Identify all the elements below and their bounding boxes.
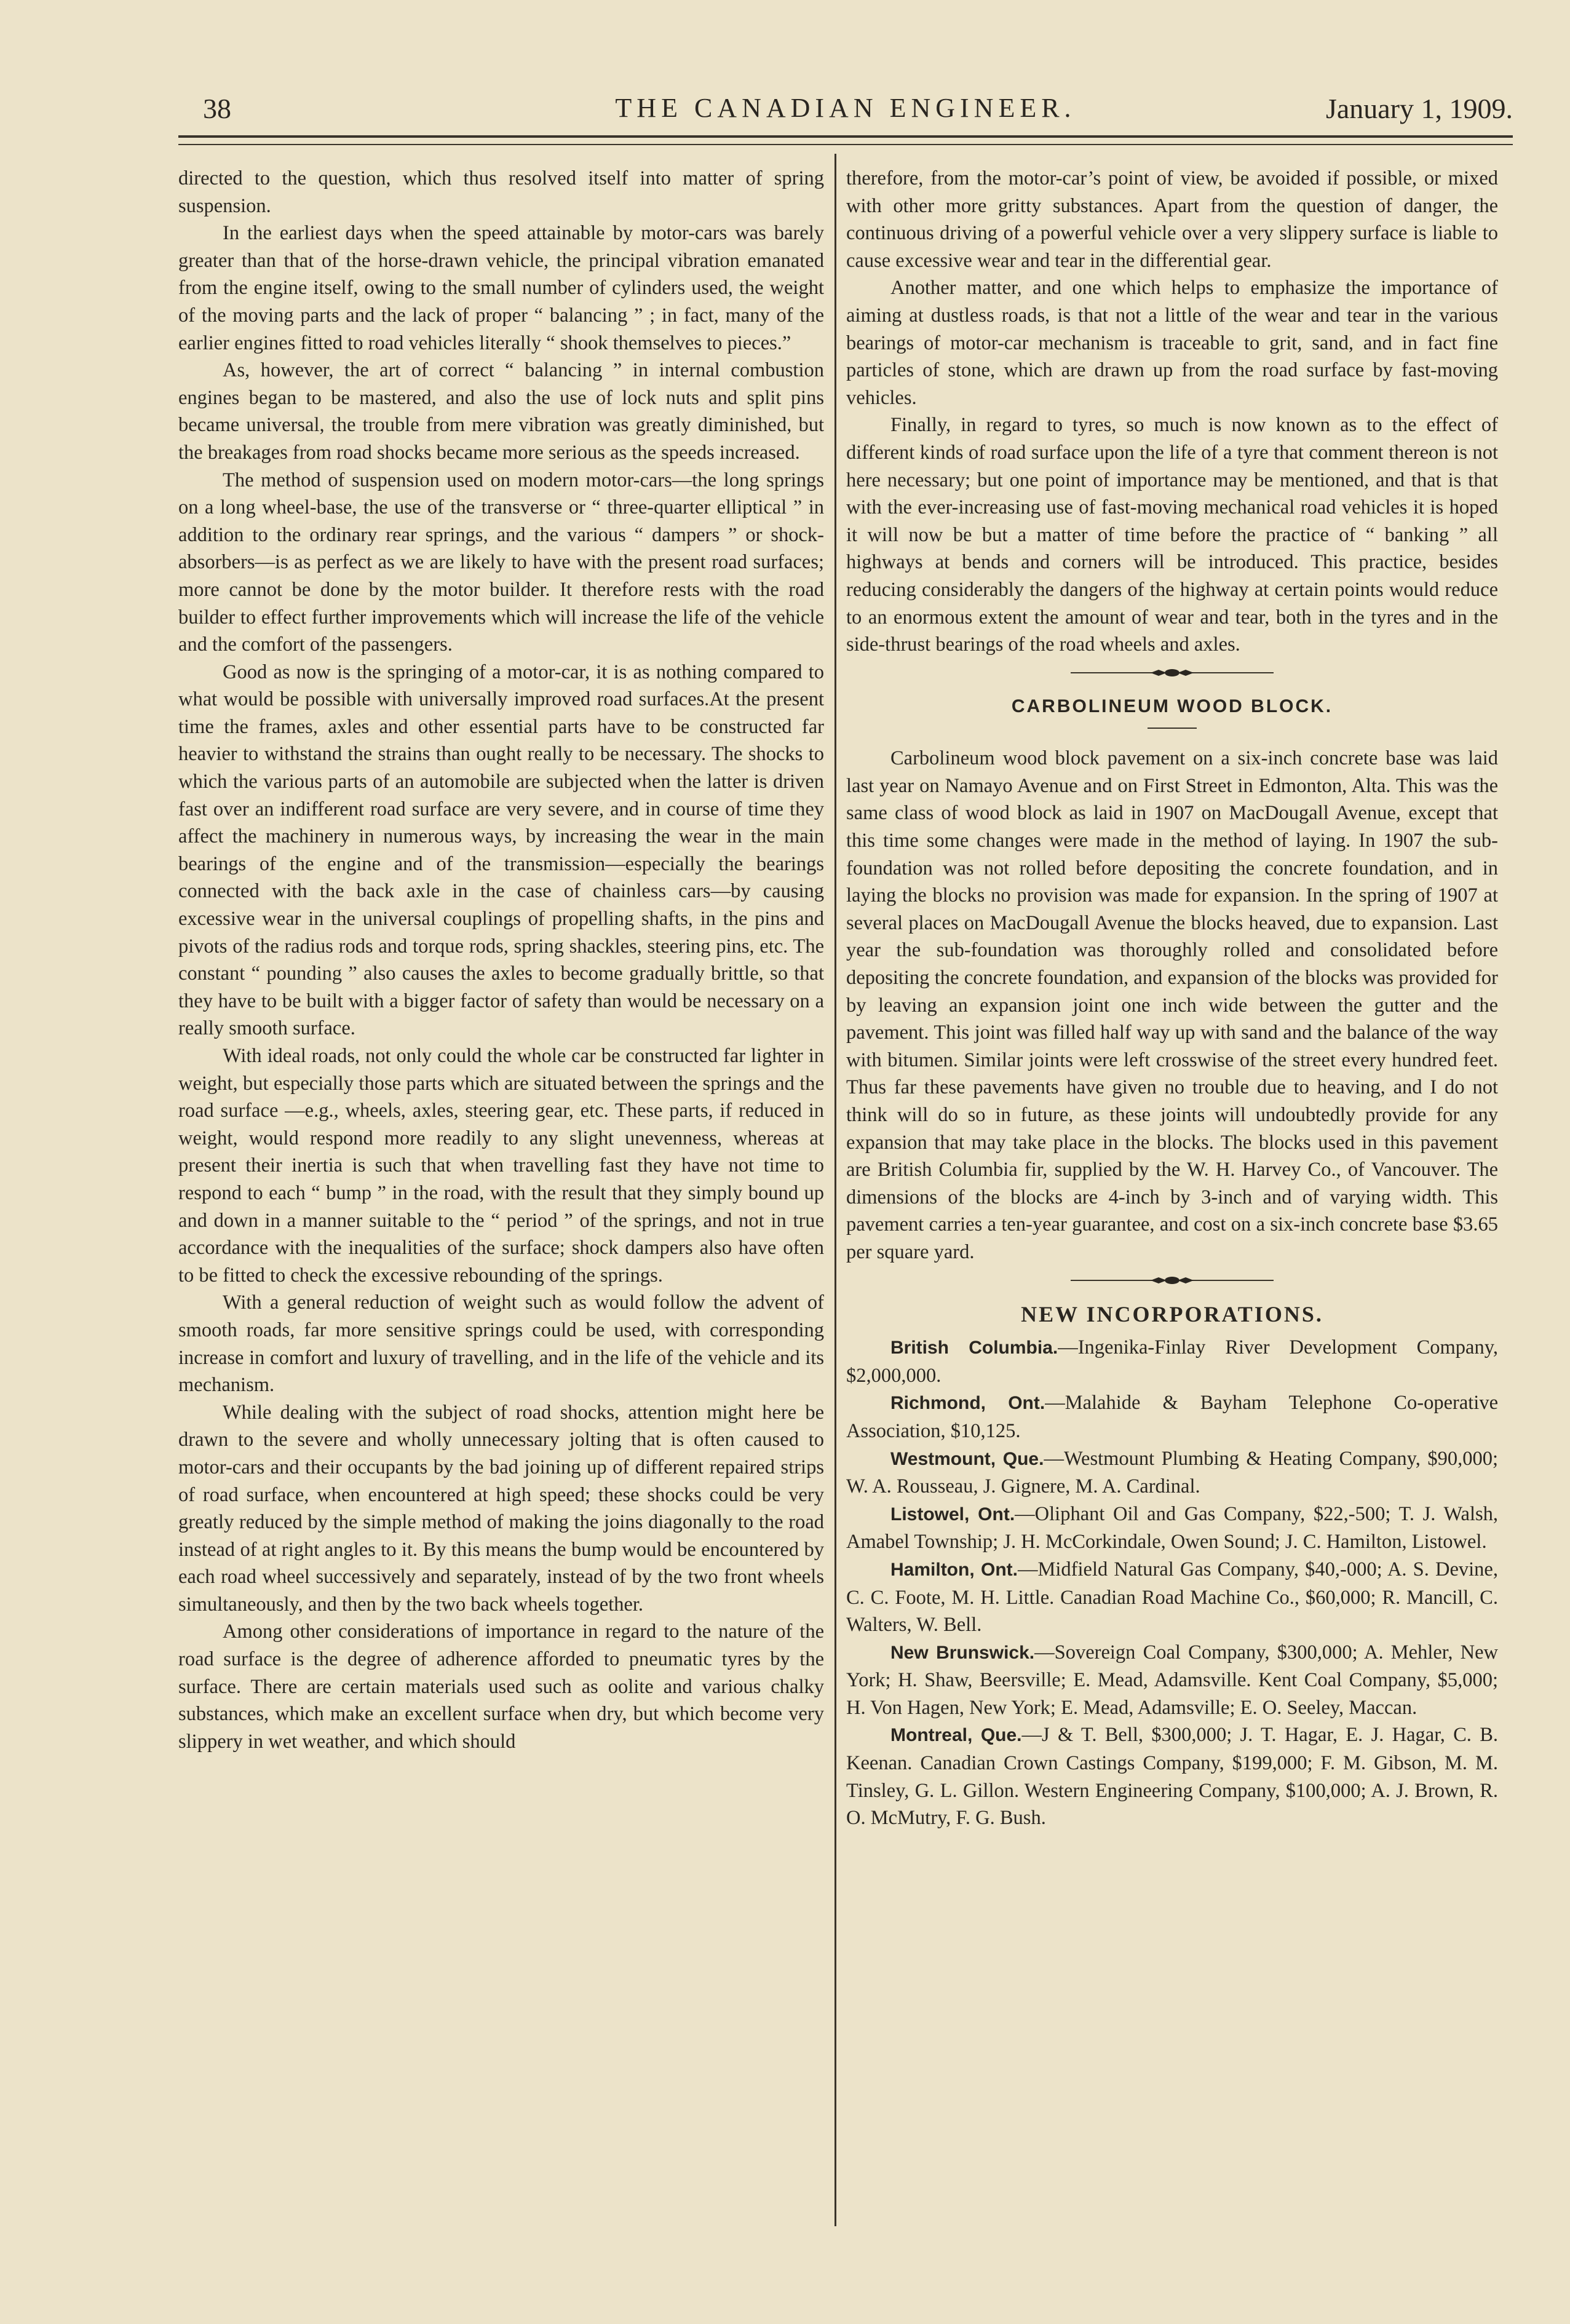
- paragraph: With a general reduction of weight such as would follow the advent of smooth roads, far more sensitive springs could be used, with corresponding increase in comfort and luxury of travelling, and in the life of the vehicle and its mechanism.: [178, 1291, 824, 1397]
- paragraph: With ideal roads, not only could the whole car be constructed far lighter in weight, but especially those parts which are situated between the springs and the road surface —e.g., wheels, axles, steering gear, etc. These parts, if reduced in weight, would respond more readily to any slight unevenness, whereas at present their inertia is such that when travelling fast they have not time to respond to each “ bump ” in the road, with the result that they simply bound up and down in a manner suitable to the “ period ” of the springs, and not in true accordance with the inequalities of the surface; shock dampers also have often to be fitted to check the excessive rebounding of the springs.: [178, 1045, 824, 1287]
- incorporation-place: New Brunswick.: [890, 1642, 1035, 1663]
- paragraph: therefore, from the motor-car’s point of view, be avoided if possible, or mixed with other more gritty substances. Apart from the question of danger, the continuous driving of a powerful vehicle over a very slippery surface is liable to cause excessive wear and tear in the differential gear.: [846, 167, 1498, 272]
- paragraph: Good as now is the springing of a motor-car, it is as nothing compared to what would be possible with universally improved road surfaces.At the present time the frames, axles and other essential parts have to be constructed far heavier to withstand the strains than ought really to be necessary. The shocks to which the various parts of an automobile are subjected when the latter is driven fast over an indifferent road surface are very severe, and in course of time they affect the machinery in numerous ways, by increasing the wear in the main bearings of the engine and of the transmission—especially the bearings connected with the back axle in the case of chainless cars—by causing excessive wear in the universal couplings of propelling shafts, in the pins and pivots of the radius rods and torque rods, spring shackles, steering pins, etc. The constant “ pounding ” also causes the axles to become gradually brittle, so that they have to be built with a bigger factor of safety than would be necessary on a really smooth surface.: [178, 660, 824, 1040]
- issue-date: January 1, 1909.: [1325, 93, 1513, 124]
- incorporation-entry: [846, 1389, 1498, 1445]
- incorporation-entry: [846, 1445, 1498, 1501]
- incorporation-place: Richmond, Ont.: [890, 1393, 1045, 1414]
- incorporation-details: —Malahide & Bayham Telephone Co-operative Association, $10,125.: [846, 1392, 1498, 1442]
- incorporation-place: Westmount, Que.: [890, 1448, 1044, 1469]
- page-number: 38: [203, 93, 231, 124]
- incorporation-entry: [846, 1556, 1498, 1639]
- header-rule-thin: [178, 144, 1513, 145]
- section-ornament-icon: [1071, 668, 1274, 677]
- right-column: [846, 165, 1498, 1832]
- section-ornament-icon: [1071, 1276, 1274, 1285]
- incorporation-place: British Columbia.: [890, 1338, 1058, 1358]
- incorporation-entry: [846, 1501, 1498, 1556]
- paragraph: Finally, in regard to tyres, so much is now known as to the effect of different kinds of road surface upon the life of a tyre that comment thereon is not here necessary; but one point of importance may be mentioned, and that is that with the ever-increasing use of fast-moving mechanical road vehicles it is hoped it will now be but a matter of time before the practice of “ banking ” all highways at bends and corners will be introduced. This practice, besides reducing considerably the dangers of the highway at certain points would reduce to an enormous extent the amount of wear and tear, both in the tyres and in the side-thrust bearings of the road wheels and axles.: [846, 414, 1498, 656]
- incorporations-heading: NEW INCORPORATIONS.: [1021, 1301, 1323, 1327]
- incorporation-entry: [846, 1334, 1498, 1389]
- incorporation-details: —Ingenika-Finlay River Development Company, $2,000,000.: [846, 1336, 1498, 1387]
- paragraph: In the earliest days when the speed attainable by motor-cars was barely greater than that of the horse-drawn vehicle, the principal vibration emanated from the engine itself, owing to the small number of cylinders used, the weight of the moving parts and the lack of proper “ balancing ” ; in fact, many of the earlier engines fitted to road vehicles literally “ shook themselves to pieces.”: [178, 222, 824, 354]
- paragraph: The method of suspension used on modern motor-cars—the long springs on a long wheel-base, the use of the transverse or “ three-quarter elliptical ” in addition to the ordinary rear springs, and the various “ dampers ” or shock-absorbers—is as perfect as we are likely to have with the present road surfaces; more cannot be done by the motor builder. It therefore rests with the road builder to effect further improvements which will increase the life of the vehicle and the comfort of the passengers.: [178, 469, 824, 656]
- header-rule-thick: [178, 135, 1513, 138]
- incorporation-details: —Midfield Natural Gas Company, $40,-000; A. S. Devine, C. C. Foote, M. H. Little. Canadian Road Machine Co., $60,000; R. Mancill, C. Walters, W. Bell.: [846, 1558, 1498, 1636]
- incorporation-details: —Westmount Plumbing & Heating Company, $90,000; W. A. Rousseau, J. Gignere, M. A. Cardinal.: [846, 1447, 1499, 1498]
- incorporations-list: [846, 1334, 1498, 1832]
- left-column: [178, 165, 824, 1755]
- paragraph: Another matter, and one which helps to emphasize the importance of aiming at dustless roads, is that not a little of the wear and tear in the various bearings of motor-car mechanism is traceable to grit, sand, and in fact fine particles of stone, which are drawn up from the road surface by fast-moving vehicles.: [846, 277, 1498, 409]
- incorporation-entry: [846, 1639, 1498, 1722]
- paragraph: As, however, the art of correct “ balancing ” in internal combustion engines began to be mastered, and also the use of lock nuts and split pins became universal, the trouble from mere vibration was greatly diminished, but the breakages from road shocks became more serious as the speeds increased.: [178, 359, 824, 464]
- carbolineum-heading: CARBOLINEUM WOOD BLOCK.: [1011, 696, 1333, 716]
- incorporation-entry: [846, 1721, 1498, 1831]
- incorporation-details: —Oliphant Oil and Gas Company, $22,-500; T. J. Walsh, Amabel Township; J. H. McCorkindale, Owen Sound; J. C. Hamilton, Listowel.: [846, 1502, 1498, 1553]
- incorporation-details: —J & T. Bell, $300,000; J. T. Hagar, E. J. Hagar, C. B. Keenan. Canadian Crown Castings Company, $199,000; F. M. Gibson, M. M. Tinsley, G. L. Gillon. Western Engineering Company, $100,000; A. J. Brown, R. O. McMutry, F. G. Bush.: [846, 1724, 1498, 1830]
- journal-title: THE CANADIAN ENGINEER.: [615, 93, 1076, 123]
- paragraph: directed to the question, which thus resolved itself into matter of spring suspension.: [178, 167, 824, 217]
- incorporation-place: Listowel, Ont.: [890, 1504, 1015, 1525]
- heading-rule: [1148, 728, 1197, 729]
- incorporation-place: Montreal, Que.: [890, 1725, 1022, 1746]
- incorporation-details: —Sovereign Coal Company, $300,000; A. Mehler, New York; H. Shaw, Beersville; E. Mead, Adamsville. Kent Coal Company, $5,000; H. Von Hagen, New York; E. Mead, Adamsville; E. O. Seeley, Maccan.: [846, 1641, 1498, 1719]
- incorporation-place: Hamilton, Ont.: [890, 1559, 1018, 1580]
- paragraph: Among other considerations of importance in regard to the nature of the road surface is the degree of adherence afforded to pneumatic tyres by the surface. There are certain materials used such as oolite and various chalky substances, which make an excellent surface when dry, but which become very slippery in wet weather, and which should: [178, 1620, 824, 1753]
- carbolineum-paragraph: Carbolineum wood block pavement on a six-inch concrete base was laid last year on Namayo Avenue and on First Street in Edmonton, Alta. This was the same class of wood block as laid in 1907 on MacDougall Avenue, except that this time some changes were made in the method of laying. In 1907 the sub-foundation was not rolled before depositing the concrete foundation, and in laying the blocks no provision was made for expansion. In the spring of 1907 at several places on MacDougall Avenue the blocks heaved, due to expansion. Last year the sub-foundation was thoroughly rolled and consolidated before depositing the concrete foundation, and expansion of the blocks was provided for by leaving an expansion joint one inch wide between the gutter and the pavement. This joint was filled half way up with sand and the balance of the way with bitumen. Similar joints were left crosswise of the street every hundred feet. Thus far these pavements have given no trouble due to heaving, and I do not think will do so in future, as these joints will undoubtedly provide for any expansion that may take place in the blocks. The blocks used in this pavement are British Columbia fir, supplied by the W. H. Harvey Co., of Vancouver. The dimensions of the blocks are 4-inch by 3-inch and of varying width. This pavement carries a ten-year guarantee, and cost on a six-inch concrete base $3.65 per square yard.: [846, 747, 1498, 1263]
- paragraph: While dealing with the subject of road shocks, attention might here be drawn to the severe and wholly unnecessary jolting that is often caused to motor-cars and their occupants by the bad joining up of different repaired strips of road surface, when encountered at high speed; these shocks could be very greatly reduced by the simple method of making the joins diagonally to the road instead of at right angles to it. By this means the bump would be encountered by each road wheel successively and separately, instead of by the two front wheels simultaneously, and then by the two back wheels together.: [178, 1401, 824, 1616]
- column-divider: [835, 154, 836, 2226]
- page-header: [178, 92, 1513, 135]
